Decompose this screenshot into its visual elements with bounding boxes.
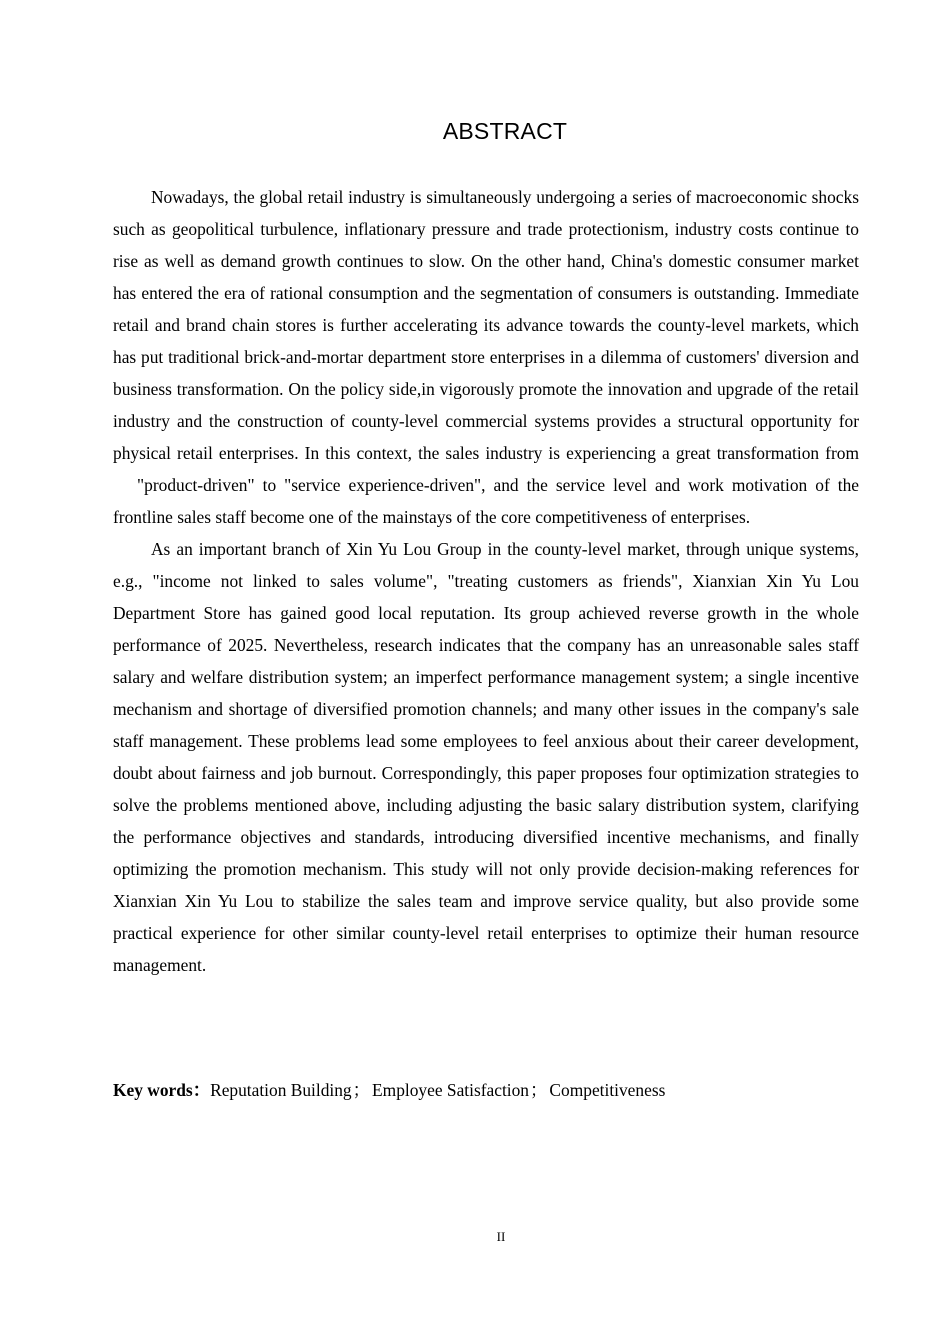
keywords-line xyxy=(113,1074,859,1106)
abstract-paragraph-2: As an important branch of Xin Yu Lou Group in the county-level market, through unique systems, e.g., "income not linked to sales volume", "treating customers as friends", Xianxian Xin Yu Lou Department Store has gained good local reputation. Its group achieved reverse growth in the whole performance of 2025. Nevertheless, research indicates that the company has an unreasonable sales staff salary and welfare distribution system; an imperfect performance management system; a single incentive mechanism and shortage of diversified promotion channels; and many other issues in the company's sale staff management. These problems lead some employees to feel anxious about their career development, doubt about fairness and job burnout. Correspondingly, this paper proposes four optimization strategies to solve the problems mentioned above, including adjusting the basic salary distribution system, clarifying the performance objectives and standards, introducing diversified incentive mechanisms, and finally optimizing the promotion mechanism. This study will not only provide decision-making references for Xianxian Xin Yu Lou to stabilize the sales team and improve service quality, but also provide some practical experience for other similar county-level retail enterprises to optimize their human resource management. xyxy=(113,539,859,975)
keywords-label: Key words： xyxy=(113,1080,211,1100)
abstract-title: ABSTRACT xyxy=(442,118,568,144)
keyword-separator: ； xyxy=(530,1080,548,1100)
keyword-item: Reputation Building xyxy=(210,1080,352,1100)
abstract-body xyxy=(113,181,859,981)
keyword-separator: ； xyxy=(352,1080,371,1100)
abstract-paragraph-1: Nowadays, the global retail industry is simultaneously undergoing a series of macroeconomic shocks such as geopolitical turbulence, inflationary pressure and trade protectionism, industry costs continue to rise as well as demand growth continues to slow. On the other hand, China's domestic consumer market has entered the era of rational consumption and the segmentation of consumers is outstanding. Immediate retail and brand chain stores is further accelerating its advance towards the county-level markets, which has put traditional brick-and-mortar department store enterprises in a dilemma of customers' diversion and business transformation. On the policy side,in vigorously promote the innovation and upgrade of the retail industry and the construction of county-level commercial systems provides a structural opportunity for physical retail enterprises. In this context, the sales industry is experiencing a great transformation from "product-driven" to "service experience-driven", and the service level and work motivation of the frontline sales staff become one of the mainstays of the core competitiveness of enterprises. xyxy=(113,187,859,527)
keyword-item: Competitiveness xyxy=(549,1080,666,1100)
keyword-item: Employee Satisfaction xyxy=(372,1080,530,1100)
page-number: II xyxy=(496,1229,506,1244)
